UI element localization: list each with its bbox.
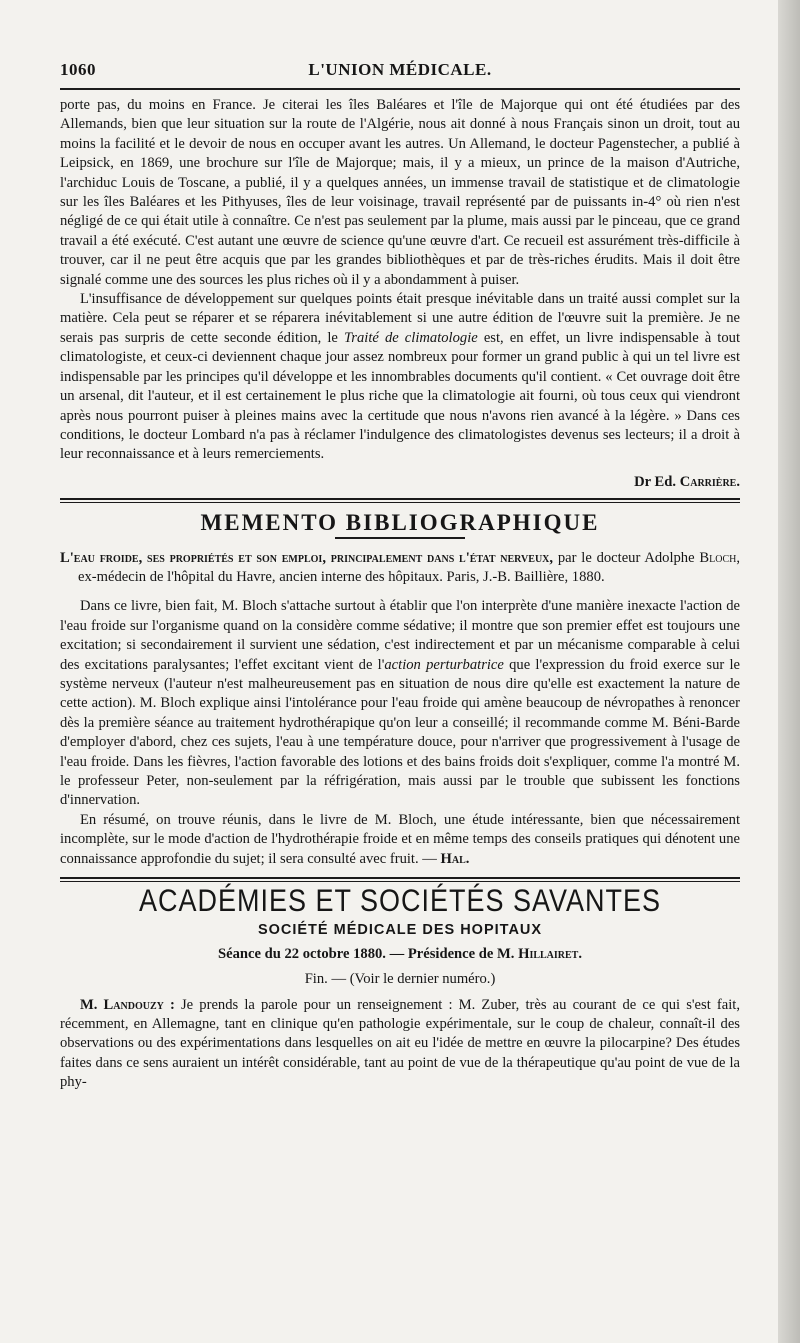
seance-text: Séance du 22 octobre 1880. — Présidence de M.	[218, 945, 515, 962]
review-paragraph-2-end: est, en effet, un livre indispensable à tout climatologiste, et ceux-ci deviennent chaque jour assez nombreux pour former un grand public à qui un tel livre est indispensable par les principes qu'il développe et les innombrables documents qu'il contient. « Cet ouvrage doit être un arsenal, dit l'auteur, et il est certainement le plus riche que la climatologie ait fourni, où tous ceux qui viendront après nous pourront puiser à pleines mains avec la certitude que nous n'avons rien avancé à la légère. » Dans ces conditions, le docteur Lombard n'a pas à réclamer l'indulgence des climatologistes devenus ses lecteurs; il a droit à leur reconnaissance et à leurs remerciements.	[60, 329, 741, 463]
entry-author-prefix: par le docteur Adolphe	[557, 549, 695, 566]
review-paragraph-2	[60, 290, 740, 465]
running-head	[60, 56, 740, 86]
review-signature	[60, 473, 740, 492]
signature-name: Carrière.	[679, 473, 740, 490]
memento-paragraph-1	[60, 597, 740, 810]
society-heading: SOCIÉTÉ MÉDICALE DES HOPITAUX	[257, 922, 543, 939]
bibliography-entry	[60, 549, 740, 588]
memento-underline	[335, 537, 465, 539]
memento-paragraph-1-end: que l'expression du froid exerce sur le système nerveux (l'auteur n'est malheureusement pas en situation de nous dire qu'elle est exactement la nature de cette action). M. Bloch explique ainsi l'intolérance pour l'eau froide qui amène beaucoup de névropathes à renoncer dès la première séance au traitement hydrothérapique qu'on leur a conseillé; il recommande comme M. Béni-Barde d'employer d'abord, chez ces sujets, l'eau à une température douce, pour n'arriver que progressivement à l'usage de l'eau froide. Dans les fièvres, l'action favorable des lotions et des bains froids doit s'expliquer, comme l'a montré M. le professeur Peter, non-seulement par la réfrigération, mais aussi par le trouble que subissent les fonctions d'innervation.	[60, 656, 741, 809]
review-paragraph-1: porte pas, du moins en France. Je citerai les îles Baléares et l'île de Majorque qui ont été étudiées par des Allemands, bien que leur situation sur la route de l'Algérie, nous ait donné à nous Français sinon un droit, tout au moins la facilité et le devoir de nous en occuper avant les autres. Un Allemand, le docteur Pagenstecher, a publié à Leipsick, en 1869, une brochure sur l'île de Majorque; mais, il y a mieux, un prince de la maison d'Autriche, l'archiduc Louis de Toscane, a publié, il y a quelques années, un immense travail de statistique et de climatologie sur les îles Baléares et les Pithyuses, îles de leur voisinage, travail représenté par de puissants in-4° où rien n'est négligé de ce qui était utile à connaître. Ce n'est pas seulement par la plume, mais aussi par le pinceau, que ce grand travail a été exécuté. C'est autant une œuvre de science qu'une œuvre d'art. Ce recueil est assurément très-difficile à trouver, car il ne peut être acquis que par les grandes bibliothèques et par de très-riches érudits. Mais il doit être signalé comme une des sources les plus riches où il y a abondamment à puiser.	[60, 97, 740, 288]
review-paragraph-2-start: L'insuffisance de développement sur quelques points était presque inévitable dans un traité aussi complet sur la matière. Cela peut se réparer et se réparera inévitablement si une autre édition de l'œuvre suit la première. Je ne serais pas surpris de cette seconde édition, le	[60, 291, 740, 346]
action-perturbatrice-italic: action perturbatrice	[384, 656, 504, 673]
text-column	[60, 56, 740, 1093]
memento-heading: MEMENTO BIBLIOGRAPHIQUE	[200, 510, 600, 536]
entry-title: L'eau froide, ses propriétés et son emploi, principalement dans l'état nerveux,	[60, 549, 554, 566]
section-divider-1	[60, 498, 740, 503]
book-title-italic: Traité de climatologie	[344, 329, 478, 346]
memento-paragraph-1-start: Dans ce livre, bien fait, M. Bloch s'attache surtout à établir que l'on interprète d'une manière inexacte l'action de l'eau froide sur l'organisme quand on la considère comme sédative; il montre que son premier effet est toujours une excitation; si secondairement il survient une sédation, c'est indirectement et par un mécanisme comparable à celui des excitations paralysantes; l'effet excitant vient de l'	[60, 598, 740, 673]
academies-heading: ACADÉMIES ET SOCIÉTÉS SAVANTES	[138, 883, 662, 919]
entry-author: Bloch	[699, 549, 737, 566]
entry-publication: , ex-médecin de l'hôpital du Havre, ancien interne des hôpitaux. Paris, J.-B. Baillière, 1880.	[78, 549, 741, 585]
fin-line: Fin. — (Voir le dernier numéro.)	[304, 971, 496, 988]
header-rule	[60, 88, 740, 90]
memento-paragraph-2-text: En résumé, on trouve réunis, dans le livre de M. Bloch, une étude intéressante, bien que nécessairement incomplète, sur le mode d'action de l'hydrothérapie froide et en même temps des conseils pratiques qui dénotent une connaissance approfondie du sujet; il sera consulté avec fruit. —	[60, 811, 740, 867]
signature-prefix: Dr Ed.	[634, 473, 677, 490]
speaker-text: Je prends la parole pour un renseignement : M. Zuber, très au courant de ce qui s'est fait, récemment, en Allemagne, tant en clinique qu'en pathologie expérimentale, sur le coup de chaleur, connaît-il des observations ou des expérimentations dans lesquelles on ait eu l'idée de mettre en œuvre la pilocarpine? Des études faites dans ce sens auraient un intérêt considérable, tant au point de vue de la thérapeutique qu'au point de vue de la phy-	[60, 996, 740, 1091]
seance-president: Hillairet.	[518, 945, 582, 962]
page-number: 1060	[60, 60, 96, 79]
section-divider-2	[60, 877, 740, 882]
seance-line	[60, 945, 740, 964]
landouzy-paragraph	[60, 996, 740, 1093]
journal-title: L'UNION MÉDICALE.	[308, 60, 492, 79]
memento-signature: Hal.	[440, 850, 470, 867]
page-edge-shadow	[778, 0, 800, 1343]
speaker-name: M. Landouzy :	[80, 996, 175, 1013]
memento-paragraph-2	[60, 811, 740, 869]
